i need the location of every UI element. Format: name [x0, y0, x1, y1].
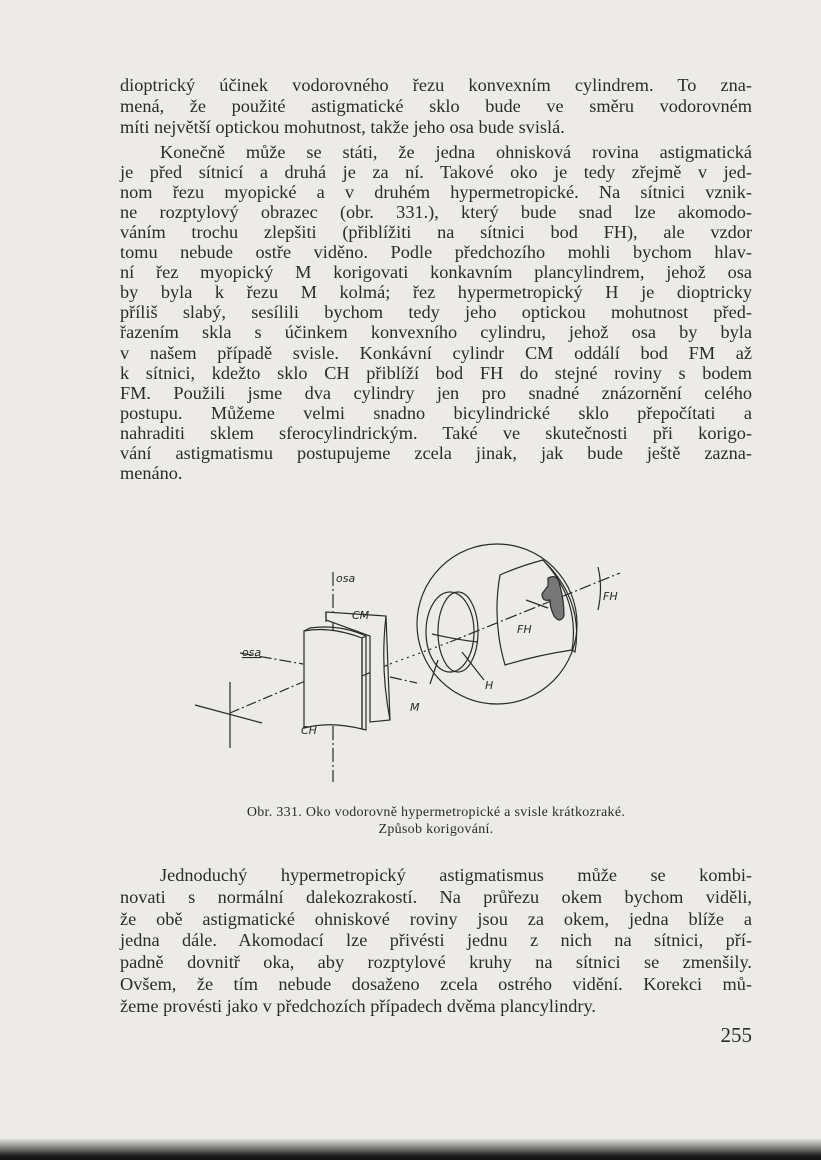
focal-plane-outside	[598, 567, 601, 610]
text-line: dioptrický účinek vodorovného řezu konvexním cylindrem. To zna-	[120, 75, 752, 95]
text-line: FM. Použili jsme dva cylindry jen pro snadné znázornění celého	[120, 382, 752, 403]
text-line: je před sítnicí a druhá je za ní. Takové oko je tedy zřejmě v jed-	[120, 162, 752, 183]
text-line: nahraditi sklem sferocylindrickým. Také ve skutečnosti při korigo-	[120, 422, 752, 443]
crystalline-lens-outer	[426, 592, 474, 672]
object-cross-horizontal	[195, 705, 262, 723]
figure-caption-line-2: Způsob korigování.	[378, 822, 494, 837]
text-line: novati s normální dalekozrakostí. Na průřezu okem bychom viděli,	[120, 886, 752, 907]
text-line: v našem případě svisle. Konkávní cylindr CM oddálí bod FM až	[120, 342, 752, 363]
text-line: jedna dále. Akomodací lze přivésti jednu z nich na sítnici, pří-	[120, 930, 752, 951]
text-line: menáno.	[120, 462, 183, 483]
label-h: H	[485, 679, 494, 692]
label-ch: CH	[301, 724, 317, 737]
text-line: ní řez myopický M korigovati konkavním plancylindrem, jehož osa	[120, 262, 752, 283]
text-line: tomu nebude ostře viděno. Podle předchozího mohli bychom hlav-	[120, 242, 752, 263]
text-line: mená, že použité astigmatické sklo bude ve směru vodorovném	[120, 96, 752, 116]
text-line: že obě astigmatické ohniskové roviny jsou za okem, jedna blíže a	[120, 908, 752, 929]
text-line: váním trochu zlepšiti (přiblížiti na sítnici bod FH), ale vzdor	[120, 222, 752, 243]
text-line: nom řezu myopické a v druhém hypermetropické. Na sítnici vznik-	[120, 182, 752, 203]
book-binding-edge	[0, 1138, 821, 1160]
label-fh-outside: FH	[603, 590, 618, 603]
text-line: ne rozptylový obrazec (obr. 331.), který bude snad lze akomodo-	[120, 202, 752, 223]
text-line: by byla k řezu M kolmá; řez hypermetropický H je dioptricky	[120, 282, 752, 303]
optical-axis-eye	[450, 573, 620, 642]
text-line: k sítnici, kdežto sklo CH přiblíží bod FH do stejné roviny s bodem	[120, 362, 752, 383]
text-line: Konečně může se státi, že jedna ohnisková rovina astigmatická	[160, 142, 752, 162]
label-cm: CM	[352, 609, 370, 622]
text-line: příliš slabý, sesílili bychom tedy jeho optickou mohutnost před-	[120, 302, 752, 323]
text-line: Ovšem, že tím nebude dosaženo zcela ostrého vidění. Korekci mů-	[120, 974, 752, 994]
label-osa-vertical: osa	[336, 572, 356, 585]
lens-ch	[304, 630, 362, 729]
text-line: vání astigmatismu postupujeme zcela jinak, jak bude ještě zazna-	[120, 442, 752, 463]
crystalline-lens-inner	[438, 592, 478, 672]
page-number: 255	[720, 1023, 752, 1047]
label-fh-inside: FH	[517, 623, 532, 636]
text-line: postupu. Můžeme velmi snadno bicylindrické sklo přepočítati a	[120, 402, 752, 423]
text-line: padně dovnitř oka, aby rozptylové kruhy na sítnici se zmenšily.	[120, 952, 752, 973]
label-osa-horizontal: osa	[242, 646, 262, 659]
figure-caption-line-1: Obr. 331. Oko vodorovně hypermetropické a svisle krátkozraké.	[246, 805, 626, 820]
text-line: Jednoduchý hypermetropický astigmatismus může se kombi-	[160, 865, 752, 885]
text-line: řazením skla s účinkem konvexního cylindru, jehož osa by byla	[120, 322, 752, 343]
label-m: M	[410, 701, 420, 714]
text-line: míti největší optickou mohutnost, takže jeho osa bude svislá.	[120, 117, 565, 137]
text-line: žeme provésti jako v předchozích případech dvěma plancylindry.	[120, 995, 596, 1016]
